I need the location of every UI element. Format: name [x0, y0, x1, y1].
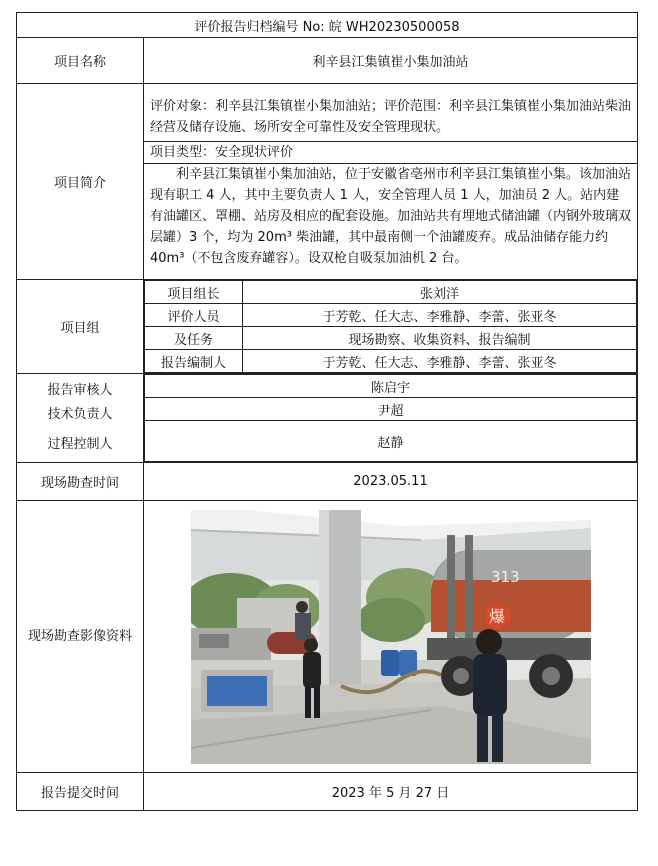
survey-photo-cell — [144, 501, 638, 773]
project-intro-cell — [144, 84, 638, 280]
process-controller-label: 过程控制人 — [47, 437, 113, 452]
archive-number: 评价报告归档编号 No: 皖 WH20230500058 — [17, 13, 638, 38]
submit-time-label: 报告提交时间 — [17, 773, 144, 811]
report-sheet — [16, 12, 637, 811]
project-type-text: 项目类型：安全现状评价 — [150, 144, 294, 160]
process-controller-value: 赵静 — [145, 421, 637, 462]
project-name-value: 利辛县江集镇崔小集加油站 — [144, 38, 638, 84]
report-editor-value: 于芳乾、任大志、李雅静、李蕾、张亚冬 — [243, 350, 637, 373]
tasks-value: 现场勘察、收集资料、报告编制 — [243, 327, 637, 350]
survey-time-label: 现场勘查时间 — [17, 463, 144, 501]
project-team-table — [144, 280, 637, 373]
reviewer-value: 陈启宇 — [145, 375, 637, 398]
team-leader-value: 张刘洋 — [243, 281, 637, 304]
review-table — [144, 374, 637, 462]
review-labels-cell — [17, 374, 144, 463]
report-table — [16, 12, 638, 811]
project-name-label: 项目名称 — [17, 38, 144, 84]
project-team-label: 项目组 — [17, 280, 144, 374]
tasks-label: 及任务 — [145, 327, 243, 350]
hazard-sign: 爆 — [488, 606, 505, 626]
tech-lead-label: 技术负责人 — [47, 407, 113, 422]
tank-marking: 313 — [490, 567, 520, 586]
review-values-cell — [144, 374, 638, 463]
project-intro-label: 项目简介 — [17, 84, 144, 280]
survey-photo-label: 现场勘查影像资料 — [17, 501, 144, 773]
tech-lead-value: 尹超 — [145, 398, 637, 421]
team-leader-label: 项目组长 — [145, 281, 243, 304]
survey-time-value: 2023.05.11 — [144, 463, 638, 501]
report-editor-label: 报告编制人 — [145, 350, 243, 373]
evaluators-label: 评价人员 — [145, 304, 243, 327]
project-team-cell — [144, 280, 638, 374]
project-description-text: 利辛县江集镇崔小集加油站，位于安徽省亳州市利辛县江集镇崔小集。该加油站现有职工 4 人，其中主要负责人 1 人，安全管理人员 1 人，加油员 2 人。站内建有油罐区、罩棚、站房及相应的配套设施。加油站共有埋地式储油罐（内钢外玻璃双层罐）3 个，均为 20m³ 柴油罐，其中最南侧一个油罐废弃。成品油储存能力约 40m³（不包含废弃罐容）。设双枪自吸泵加油机 2 台。 — [150, 166, 632, 266]
site-survey-photo — [191, 510, 591, 764]
evaluation-scope-text: 评价对象：利辛县江集镇崔小集加油站；评价范围：利辛县江集镇崔小集加油站柴油经营及储存设施、场所安全可靠性及安全管理现状。 — [150, 98, 632, 135]
evaluators-value: 于芳乾、任大志、李雅静、李蕾、张亚冬 — [243, 304, 637, 327]
reviewer-label: 报告审核人 — [47, 383, 113, 398]
submit-time-value: 2023 年 5 月 27 日 — [144, 773, 638, 811]
